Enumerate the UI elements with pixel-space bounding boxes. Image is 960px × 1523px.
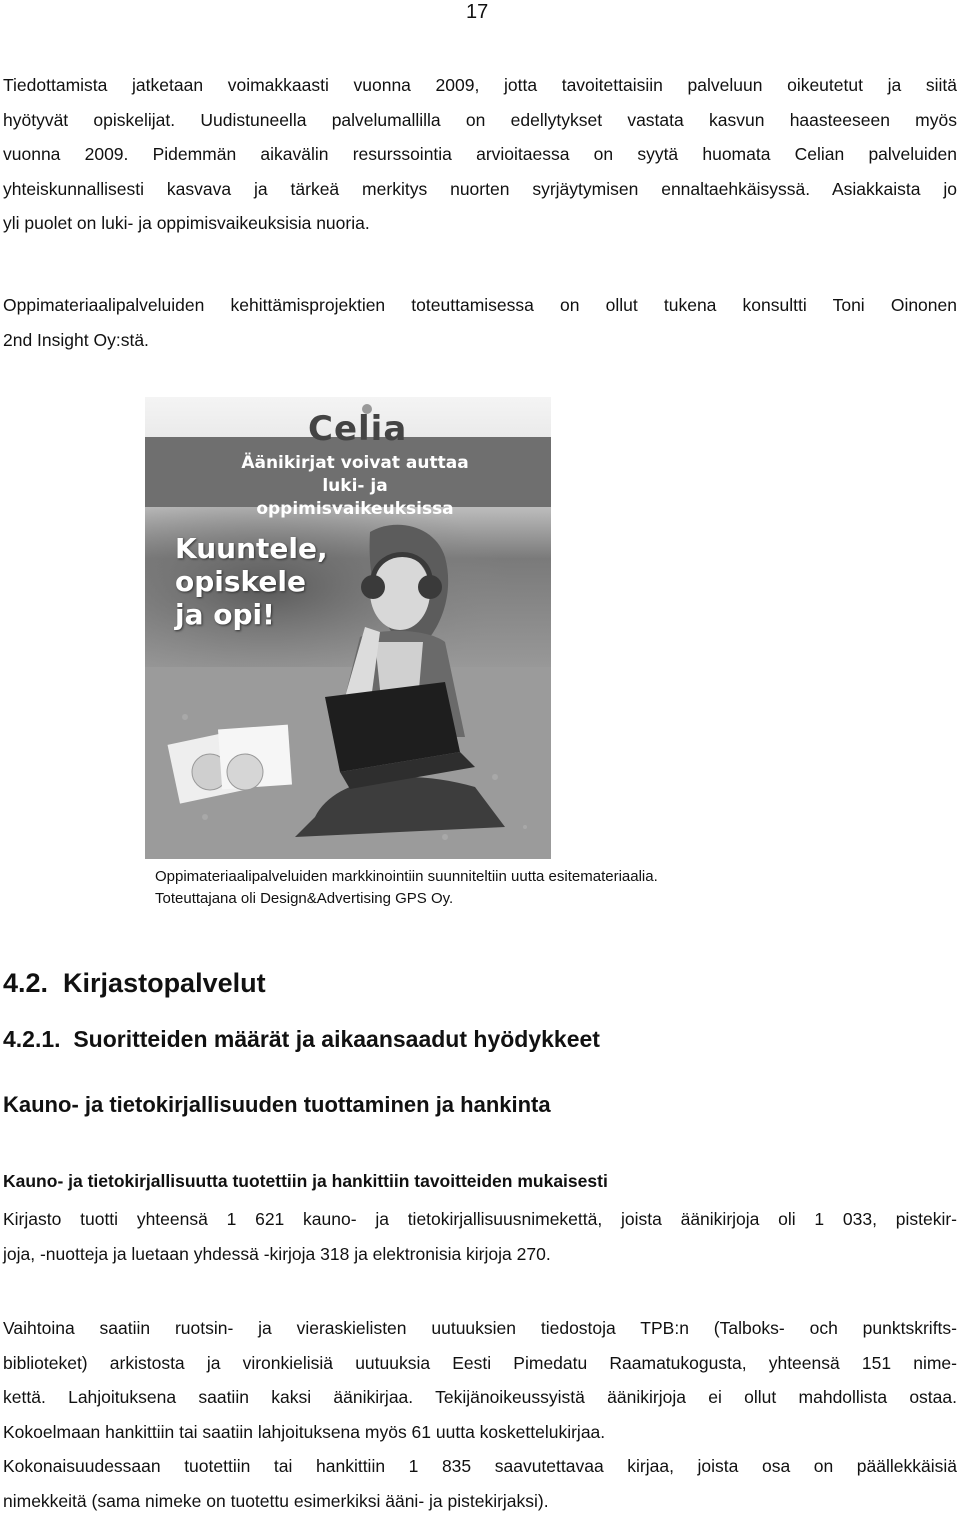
- text-line: hyötyvät opiskelijat. Uudistuneella palvelumallilla on edellytykset vastata kasvun haasteeseen myös: [3, 109, 957, 130]
- slogan-line: opiskele: [175, 565, 306, 598]
- poster-tagline: Äänikirjat voivat auttaa luki- ja oppimisvaikeuksissa: [241, 453, 469, 519]
- subsection-heading: Kauno- ja tietokirjallisuuden tuottaminen ja hankinta: [3, 1092, 551, 1117]
- text-line: yli puolet on luki- ja oppimisvaikeuksisia nuoria.: [3, 213, 370, 234]
- poster-slogan: [175, 532, 328, 631]
- text-line: Kirjasto tuotti yhteensä 1 621 kauno- ja tietokirjallisuusnimekettä, joista äänikirjoja oli 1 033, pistekir-: [3, 1209, 957, 1229]
- text-line: Oppimateriaalipalveluiden kehittämisprojektien toteuttamisessa on ollut tukena konsultti Toni Oinonen: [3, 295, 957, 315]
- caption-line: Oppimateriaalipalveluiden markkinointiin suunniteltiin uutta esitemateriaalia.: [155, 868, 658, 885]
- section-heading-4-2-1: 4.2.1. Suoritteiden määrät ja aikaansaadut hyödykkeet: [3, 1026, 600, 1052]
- text-line: nimekkeitä (sama nimeke on tuotettu esimerkiksi ääni- ja pistekirjaksi).: [3, 1490, 549, 1511]
- section-heading-4-2: 4.2. Kirjastopalvelut: [3, 968, 266, 998]
- celia-poster-image: [145, 397, 551, 859]
- caption-line: Toteuttajana oli Design&Advertising GPS Oy.: [155, 889, 454, 907]
- text-line: Vaihtoina saatiin ruotsin- ja vieraskielisten uutuuksien tiedostoja TPB:n (Talboks- och punktskrifts-: [3, 1318, 957, 1338]
- slogan-line: Kuuntele,: [175, 532, 328, 565]
- paragraph-production: [3, 1202, 957, 1271]
- text-line: 2nd Insight Oy:stä.: [3, 329, 149, 350]
- text-line: Kokoelmaan hankittiin tai saatiin lahjoituksena myös 61 uutta koskettelukirjaa.: [3, 1421, 606, 1442]
- celia-logo: Celia: [308, 409, 408, 449]
- subsection-subheading: Kauno- ja tietokirjallisuutta tuotettiin ja hankittiin tavoitteiden mukaisesti: [3, 1171, 608, 1191]
- text-line: yhteiskunnallisesti kasvava ja tärkeä merkitys nuorten syrjäytymisen ennaltaehkäisyssä. Asiakkaista jo: [3, 178, 957, 199]
- paragraph-acquisitions: [3, 1311, 957, 1519]
- slogan-line: ja opi!: [175, 598, 275, 631]
- text-line: kettä. Lahjoituksena saatiin kaksi äänikirjaa. Tekijänoikeussyistä äänikirjoja ei ollut mahdollista ostaa.: [3, 1387, 957, 1408]
- text-line: vuonna 2009. Pidemmän aikavälin resurssointia arvioitaessa on syytä huomata Celian palveluiden: [3, 144, 957, 165]
- paragraph-consultant: [3, 288, 957, 357]
- text-line: joja, -nuotteja ja luetaan yhdessä -kirjoja 318 ja elektronisia kirjoja 270.: [3, 1243, 551, 1264]
- text-line: biblioteket) arkistosta ja vironkielisiä uutuuksia Eesti Pimedatu Raamatukogusta, yhteensä 151 nime-: [3, 1352, 957, 1373]
- text-line: Kokonaisuudessaan tuotettiin tai hankittiin 1 835 saavutettavaa kirjaa, joista osa on päällekkäisiä: [3, 1456, 957, 1477]
- text-line: Tiedottamista jatketaan voimakkaasti vuonna 2009, jotta tavoitettaisiin palveluun oikeutetut ja siitä: [3, 75, 957, 95]
- paragraph-intro: [3, 68, 957, 241]
- figure-caption: [155, 866, 658, 909]
- page-number: 17: [466, 1, 489, 23]
